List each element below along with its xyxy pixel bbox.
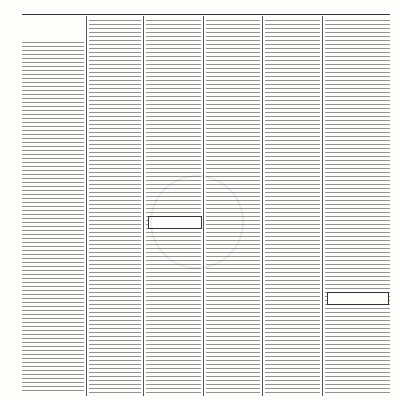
text-block	[89, 20, 141, 394]
column-rule	[322, 16, 323, 396]
column-2	[89, 16, 141, 394]
column-rule	[86, 16, 87, 396]
section-heading-box	[327, 292, 389, 305]
running-head	[22, 4, 390, 15]
column-1	[22, 16, 84, 394]
text-block	[265, 20, 320, 394]
watermark-stamp	[150, 175, 244, 269]
column-rule	[143, 16, 144, 396]
column-6	[325, 16, 390, 394]
text-block	[22, 42, 84, 394]
text-block	[325, 20, 390, 394]
column-5	[265, 16, 320, 394]
column-rule	[262, 16, 263, 396]
